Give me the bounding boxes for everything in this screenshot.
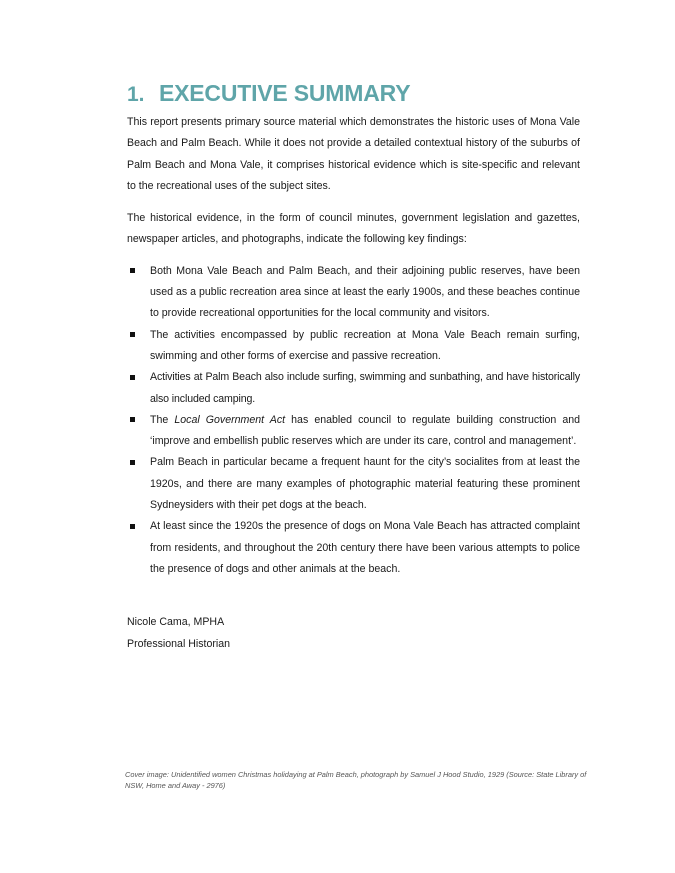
finding-text: Activities at Palm Beach also include surfing, swimming and sunbathing, and have historically also included camping. [150, 371, 580, 405]
finding-text: At least since the 1920s the presence of dogs on Mona Vale Beach has attracted complaint from residents, and throughout the 20th century there have been various attempts to police the presence of dogs and other animals at the beach. [150, 520, 580, 575]
finding-text [150, 414, 580, 447]
finding-item [127, 261, 580, 325]
finding-text: The activities encompassed by public recreation at Mona Vale Beach remain surfing, swimming and other forms of exercise and passive recreation. [150, 328, 580, 362]
section-title: EXECUTIVE SUMMARY [159, 80, 411, 106]
square-bullet-icon [130, 460, 135, 465]
finding-text-prefix: The [150, 413, 175, 426]
finding-text: Both Mona Vale Beach and Palm Beach, and their adjoining public reserves, have been used as a public recreation area since at least the early 1900s, and these beaches continue to provide recreational opportunities for the local community and visitors. [150, 264, 580, 320]
square-bullet-icon [130, 332, 135, 337]
act-name: Local Government Act [174, 413, 286, 426]
evidence-paragraph: The historical evidence, in the form of council minutes, government legislation and gazettes, newspaper articles, and photographs, indicate the following key findings: [127, 212, 580, 246]
finding-item [127, 452, 580, 516]
section-number: 1. [127, 83, 145, 106]
square-bullet-icon [130, 268, 135, 273]
signature-block [127, 612, 580, 655]
intro-paragraph: This report presents primary source material which demonstrates the historic uses of Mona Vale Beach and Palm Beach. While it does not provide a detailed contextual history of the suburbs of Palm Beach and Mona Vale, it comprises historical evidence which is site-specific and relevant to the recreational uses of the subject sites. [127, 116, 580, 192]
square-bullet-icon [130, 524, 135, 529]
square-bullet-icon [130, 375, 135, 380]
finding-item [127, 325, 580, 368]
finding-item [127, 367, 580, 410]
finding-text: Palm Beach in particular became a frequent haunt for the city’s socialites from at least the 1920s, and there are many examples of photographic material featuring these prominent Sydneysiders with their pet dogs at the beach. [150, 456, 580, 512]
key-findings-list [127, 261, 580, 580]
finding-text-suffix: has enabled council to regulate building construction and ‘improve and embellish public reserves which are under its care, control and management’. [150, 413, 580, 448]
cover-image-caption: Cover image: Unidentified women Christmas holidaying at Palm Beach, photograph by Samuel J Hood Studio, 1929 (Source: State Library of NSW, Home and Away - 2976) [125, 770, 587, 790]
author-role: Professional Historian [127, 637, 231, 650]
square-bullet-icon [130, 417, 135, 422]
section-heading [127, 80, 580, 110]
finding-item [127, 516, 580, 580]
author-name: Nicole Cama, MPHA [127, 616, 225, 629]
document-page [127, 80, 580, 655]
finding-item [127, 410, 580, 453]
